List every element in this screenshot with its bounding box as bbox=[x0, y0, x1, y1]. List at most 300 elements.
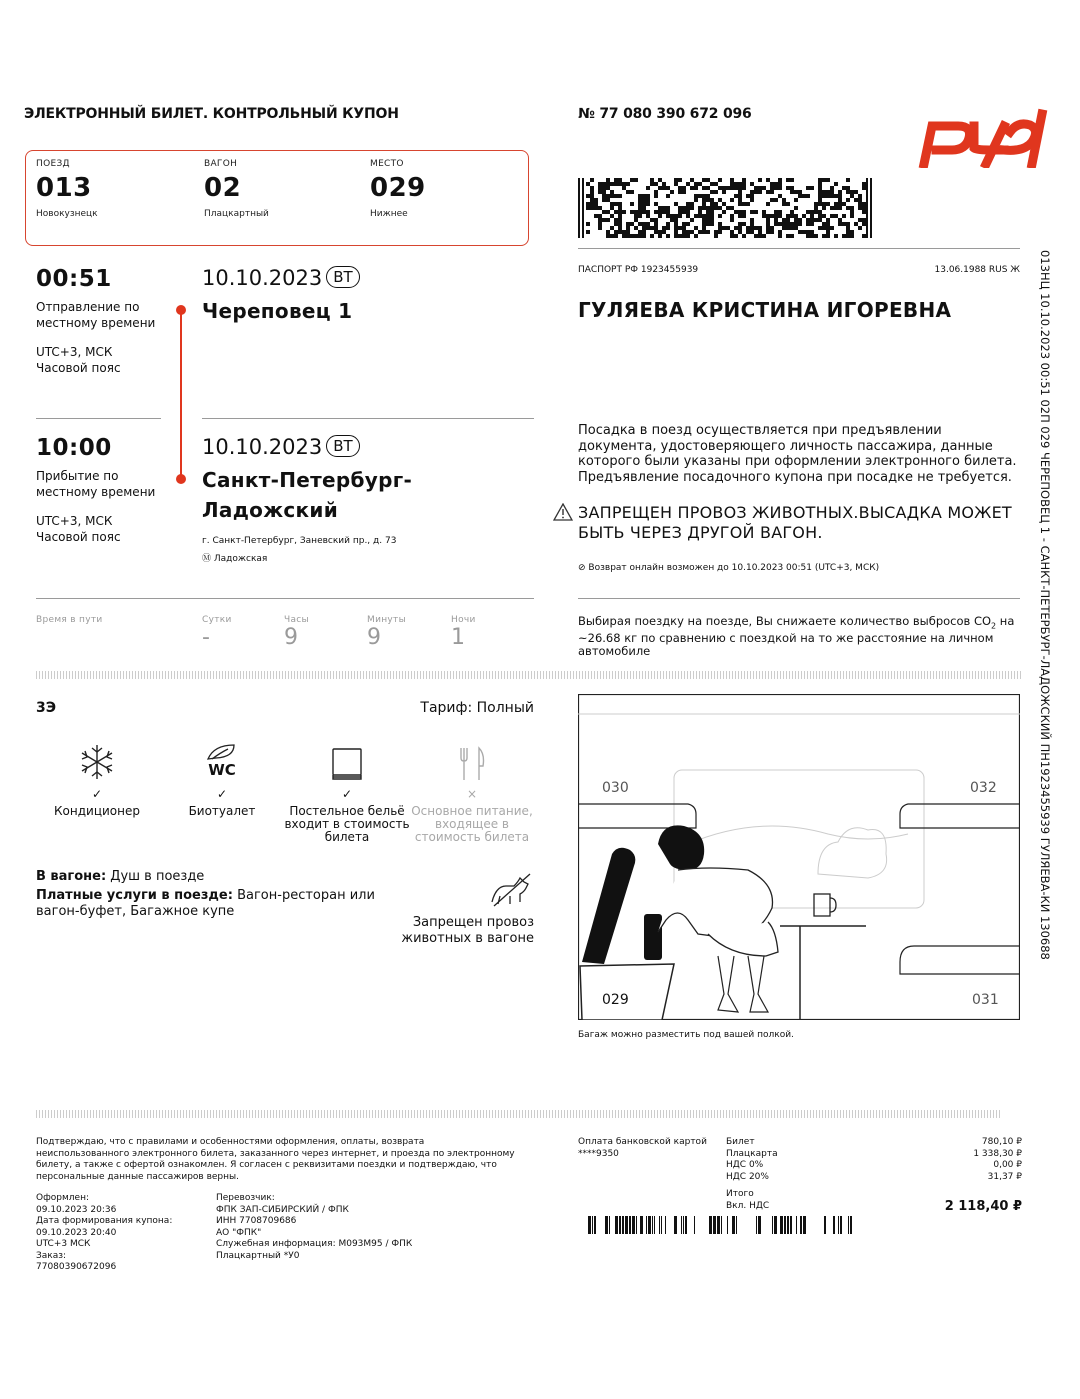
barcode-module bbox=[850, 234, 854, 238]
barcode-module bbox=[678, 226, 682, 230]
barcode-module bbox=[802, 230, 806, 234]
barcode-module bbox=[678, 214, 682, 218]
fare-value: 1 338,30 ₽ bbox=[973, 1148, 1022, 1159]
barcode-module bbox=[826, 190, 830, 194]
barcode-module bbox=[778, 222, 782, 226]
barcode-module bbox=[618, 210, 622, 214]
barcode-module bbox=[702, 214, 706, 218]
passport: ПАСПОРТ РФ 1923455939 bbox=[578, 265, 699, 275]
barcode-module bbox=[790, 190, 794, 194]
barcode-module bbox=[586, 206, 590, 210]
barcode-module bbox=[578, 230, 580, 234]
barcode-module bbox=[638, 194, 642, 198]
barcode-module bbox=[642, 210, 646, 214]
barcode-module bbox=[710, 198, 714, 202]
divider bbox=[36, 418, 161, 419]
barcode-module bbox=[778, 178, 782, 182]
barcode-module bbox=[826, 222, 830, 226]
departure-date: 10.10.2023 bbox=[202, 266, 323, 290]
carrier-name: ФПК ЗАП-СИБИРСКИЙ / ФПК bbox=[216, 1204, 349, 1215]
fare-row bbox=[726, 1172, 1022, 1184]
amenity-meals-label: Основное питание, входящее в стоимость билета bbox=[411, 804, 533, 844]
barcode-module bbox=[850, 190, 854, 194]
barcode-module bbox=[750, 210, 754, 214]
barcode-module bbox=[806, 218, 810, 222]
duration-minutes-label: Минуты bbox=[367, 615, 406, 625]
barcode-module bbox=[786, 178, 790, 182]
barcode-module bbox=[706, 214, 710, 218]
barcode-module bbox=[582, 218, 584, 222]
barcode-module bbox=[786, 218, 790, 222]
barcode-module bbox=[658, 178, 662, 182]
barcode-module bbox=[842, 222, 846, 226]
barcode-module bbox=[650, 182, 654, 186]
barcode-module bbox=[750, 230, 754, 234]
amenity-biotoilet bbox=[157, 740, 287, 818]
barcode-module bbox=[602, 210, 606, 214]
barcode-module bbox=[666, 210, 670, 214]
barcode-bar bbox=[838, 1216, 839, 1234]
barcode-module bbox=[870, 210, 872, 214]
barcode-module bbox=[634, 226, 638, 230]
barcode-module bbox=[826, 234, 830, 238]
arrival-date-row bbox=[202, 435, 360, 459]
in-car-services bbox=[36, 869, 386, 885]
barcode-module bbox=[746, 230, 750, 234]
barcode-module bbox=[766, 222, 770, 226]
barcode-bar bbox=[619, 1216, 621, 1234]
barcode-module bbox=[866, 198, 868, 202]
barcode-module bbox=[698, 214, 702, 218]
barcode-module bbox=[818, 178, 822, 182]
barcode-module bbox=[846, 226, 850, 230]
barcode-module bbox=[806, 234, 810, 238]
dotted-separator bbox=[36, 671, 1022, 679]
amenity-meals-mark: × bbox=[466, 787, 478, 801]
barcode-module bbox=[722, 190, 726, 194]
barcode-module bbox=[726, 186, 730, 190]
barcode-module bbox=[722, 202, 726, 206]
metro-station: Ладожская bbox=[213, 554, 268, 564]
barcode-module bbox=[582, 190, 584, 194]
barcode-module bbox=[782, 202, 786, 206]
barcode-module bbox=[734, 210, 738, 214]
barcode-module bbox=[578, 190, 580, 194]
barcode-module bbox=[706, 218, 710, 222]
barcode-module bbox=[686, 230, 690, 234]
barcode-module bbox=[638, 198, 642, 202]
barcode-bar bbox=[850, 1216, 852, 1234]
barcode-bar bbox=[683, 1216, 684, 1234]
barcode-module bbox=[642, 226, 646, 230]
barcode-module bbox=[862, 218, 866, 222]
barcode-module bbox=[746, 226, 750, 230]
barcode-module bbox=[610, 234, 614, 238]
barcode-module bbox=[822, 222, 826, 226]
barcode-module bbox=[850, 214, 854, 218]
barcode-module bbox=[698, 206, 702, 210]
barcode-module bbox=[686, 222, 690, 226]
barcode-bar bbox=[784, 1216, 786, 1234]
barcode-module bbox=[674, 202, 678, 206]
barcode-bar bbox=[736, 1216, 737, 1234]
barcode-module bbox=[822, 214, 826, 218]
barcode-module bbox=[714, 182, 718, 186]
barcode-module bbox=[662, 230, 666, 234]
barcode-module bbox=[818, 194, 822, 198]
barcode-module bbox=[646, 210, 650, 214]
barcode-module bbox=[826, 218, 830, 222]
barcode-module bbox=[642, 206, 646, 210]
barcode-module bbox=[686, 210, 690, 214]
barcode-module bbox=[666, 194, 670, 198]
barcode-module bbox=[578, 186, 580, 190]
barcode-1d-graphic bbox=[588, 1216, 864, 1242]
barcode-module bbox=[626, 182, 630, 186]
barcode-bar bbox=[840, 1216, 842, 1234]
barcode-module bbox=[654, 202, 658, 206]
barcode-module bbox=[654, 194, 658, 198]
barcode-module bbox=[662, 210, 666, 214]
barcode-module bbox=[654, 226, 658, 230]
barcode-module bbox=[702, 206, 706, 210]
barcode-bar bbox=[727, 1216, 728, 1234]
barcode-module bbox=[838, 218, 842, 222]
duration-nights bbox=[451, 615, 476, 650]
barcode-module bbox=[602, 182, 606, 186]
barcode-module bbox=[686, 182, 690, 186]
barcode-module bbox=[818, 210, 822, 214]
fare-row bbox=[726, 1137, 1022, 1149]
barcode-module bbox=[582, 234, 584, 238]
barcode-module bbox=[830, 214, 834, 218]
barcode-module bbox=[682, 230, 686, 234]
barcode-module bbox=[870, 214, 872, 218]
barcode-module bbox=[630, 222, 634, 226]
barcode-module bbox=[626, 222, 630, 226]
barcode-module bbox=[738, 202, 742, 206]
barcode-bar bbox=[713, 1216, 716, 1234]
barcode-module bbox=[806, 194, 810, 198]
paid-label: Платные услуги в поезде: bbox=[36, 888, 233, 903]
barcode-module bbox=[850, 206, 854, 210]
barcode-module bbox=[734, 194, 738, 198]
departure-time: 00:51 bbox=[36, 266, 112, 292]
departure-time-label: Отправление по местному времени bbox=[36, 300, 156, 330]
barcode-module bbox=[614, 218, 618, 222]
barcode-module bbox=[718, 222, 722, 226]
barcode-module bbox=[718, 226, 722, 230]
barcode-module bbox=[774, 210, 778, 214]
barcode-module bbox=[866, 210, 868, 214]
barcode-module bbox=[794, 222, 798, 226]
total-label: Итого bbox=[726, 1189, 754, 1199]
duration-label: Время в пути bbox=[36, 615, 103, 625]
arrival-date: 10.10.2023 bbox=[202, 435, 323, 459]
barcode-module bbox=[590, 186, 594, 190]
barcode-module bbox=[750, 218, 754, 222]
barcode-module bbox=[718, 178, 722, 182]
barcode-module bbox=[866, 178, 868, 182]
barcode-module bbox=[730, 214, 734, 218]
departure-tz: UTC+3, МСК bbox=[36, 345, 113, 359]
barcode-module bbox=[714, 206, 718, 210]
amenity-bedding bbox=[282, 740, 412, 844]
barcode-module bbox=[798, 190, 802, 194]
barcode-module bbox=[614, 230, 618, 234]
barcode-module bbox=[818, 182, 822, 186]
barcode-2d-graphic bbox=[578, 178, 874, 238]
barcode-module bbox=[770, 230, 774, 234]
barcode-module bbox=[578, 206, 580, 210]
in-car-label: В вагоне: bbox=[36, 869, 107, 884]
barcode-module bbox=[710, 218, 714, 222]
route-dot-departure bbox=[176, 305, 186, 315]
barcode-module bbox=[854, 198, 858, 202]
rzd-logo bbox=[914, 108, 1050, 168]
barcode-module bbox=[730, 178, 734, 182]
barcode-module bbox=[702, 226, 706, 230]
barcode-module bbox=[742, 202, 746, 206]
barcode-module bbox=[670, 214, 674, 218]
barcode-module bbox=[762, 234, 766, 238]
barcode-module bbox=[810, 234, 814, 238]
barcode-module bbox=[870, 230, 872, 234]
seat-type: Нижнее bbox=[370, 209, 408, 219]
barcode-module bbox=[690, 202, 694, 206]
barcode-module bbox=[842, 234, 846, 238]
barcode-module bbox=[682, 222, 686, 226]
barcode-module bbox=[706, 222, 710, 226]
barcode-module bbox=[818, 198, 822, 202]
barcode-module bbox=[714, 190, 718, 194]
barcode-module bbox=[638, 210, 642, 214]
barcode-module bbox=[858, 194, 862, 198]
barcode-module bbox=[630, 210, 634, 214]
barcode-module bbox=[758, 226, 762, 230]
barcode-module bbox=[730, 182, 734, 186]
barcode-module bbox=[774, 198, 778, 202]
barcode-module bbox=[606, 218, 610, 222]
barcode-module bbox=[714, 234, 718, 238]
barcode-bar bbox=[615, 1216, 618, 1234]
barcode-module bbox=[742, 214, 746, 218]
barcode-module bbox=[866, 230, 868, 234]
barcode-module bbox=[590, 206, 594, 210]
barcode-module bbox=[730, 234, 734, 238]
duration-days-label: Сутки bbox=[202, 615, 232, 625]
co2-sub: 2 bbox=[991, 621, 997, 631]
fare-row bbox=[726, 1149, 1022, 1161]
barcode-module bbox=[674, 178, 678, 182]
barcode-module bbox=[658, 206, 662, 210]
barcode-module bbox=[678, 190, 682, 194]
barcode-bar bbox=[796, 1216, 797, 1234]
barcode-module bbox=[710, 190, 714, 194]
barcode-module bbox=[666, 186, 670, 190]
barcode-module bbox=[782, 218, 786, 222]
barcode-module bbox=[834, 206, 838, 210]
barcode-module bbox=[582, 186, 584, 190]
barcode-module bbox=[614, 194, 618, 198]
order-number: 77080390672096 bbox=[36, 1262, 117, 1272]
barcode-module bbox=[754, 190, 758, 194]
barcode-module bbox=[694, 182, 698, 186]
barcode-module bbox=[706, 178, 710, 182]
seat-map-caption: Багаж можно разместить под вашей полкой. bbox=[578, 1030, 794, 1040]
barcode-module bbox=[702, 198, 706, 202]
issued-date: 09.10.2023 20:36 bbox=[36, 1204, 117, 1215]
barcode-module bbox=[690, 178, 694, 182]
fare-value: 0,00 ₽ bbox=[993, 1160, 1022, 1170]
barcode-module bbox=[758, 230, 762, 234]
barcode-module bbox=[866, 234, 868, 238]
barcode-module bbox=[654, 210, 658, 214]
car-type: Плацкартный bbox=[204, 209, 269, 219]
barcode-module bbox=[602, 218, 606, 222]
coupon-tz: UTC+3 МСК bbox=[36, 1239, 91, 1249]
barcode-module bbox=[706, 194, 710, 198]
barcode-module bbox=[810, 210, 814, 214]
co2-text-a: Выбирая поездку на поезде, Вы снижаете количество выбросов CO bbox=[578, 614, 992, 628]
barcode-module bbox=[826, 226, 830, 230]
consent-text: Подтверждаю, что с правилами и особенностями оформления, оплаты, возврата неиспользованного электронного билета, заказанного через интернет, и проезда по электронному билету, а также с офертой ознакомлен. Я согласен с реквизитами поездки и подтверждаю, что персональные данные пассажиров верны. bbox=[36, 1137, 515, 1182]
barcode-module bbox=[658, 186, 662, 190]
barcode-module bbox=[858, 198, 862, 202]
barcode-module bbox=[642, 230, 646, 234]
barcode-module bbox=[586, 202, 590, 206]
dotted-separator bbox=[36, 1110, 1002, 1118]
carrier-label: Перевозчик: bbox=[216, 1193, 275, 1203]
barcode-module bbox=[786, 234, 790, 238]
vertical-coupon-text bbox=[1034, 250, 1054, 970]
co2-note bbox=[578, 615, 1018, 658]
barcode-module bbox=[738, 222, 742, 226]
barcode-module bbox=[666, 206, 670, 210]
barcode-module bbox=[654, 190, 658, 194]
barcode-module bbox=[650, 178, 654, 182]
barcode-module bbox=[630, 234, 634, 238]
barcode-module bbox=[790, 222, 794, 226]
barcode-module bbox=[606, 186, 610, 190]
barcode-module bbox=[642, 194, 646, 198]
barcode-module bbox=[686, 214, 690, 218]
barcode-module bbox=[798, 218, 802, 222]
barcode-module bbox=[650, 226, 654, 230]
barcode-module bbox=[798, 194, 802, 198]
barcode-module bbox=[586, 222, 590, 226]
barcode-module bbox=[774, 182, 778, 186]
barcode-bar bbox=[787, 1216, 789, 1234]
barcode-module bbox=[578, 218, 580, 222]
barcode-module bbox=[838, 190, 842, 194]
barcode-bar bbox=[622, 1216, 624, 1234]
barcode-module bbox=[690, 218, 694, 222]
barcode-module bbox=[682, 186, 686, 190]
barcode-bar bbox=[732, 1216, 735, 1234]
barcode-bar bbox=[640, 1216, 643, 1234]
barcode-module bbox=[594, 214, 598, 218]
barcode-module bbox=[670, 218, 674, 222]
divider bbox=[202, 418, 534, 419]
barcode-module bbox=[814, 234, 818, 238]
seat-number: 029 bbox=[370, 173, 426, 203]
barcode-module bbox=[730, 186, 734, 190]
barcode-module bbox=[858, 218, 862, 222]
barcode-module bbox=[794, 218, 798, 222]
total-row bbox=[726, 1189, 1022, 1212]
barcode-module bbox=[826, 202, 830, 206]
barcode-module bbox=[862, 202, 866, 206]
barcode-module bbox=[614, 178, 618, 182]
barcode-module bbox=[782, 226, 786, 230]
barcode-module bbox=[846, 222, 850, 226]
barcode-module bbox=[646, 214, 650, 218]
barcode-module bbox=[778, 234, 782, 238]
barcode-bar bbox=[665, 1216, 666, 1234]
train-column bbox=[36, 159, 98, 219]
barcode-bar bbox=[803, 1216, 806, 1234]
barcode-module bbox=[606, 230, 610, 234]
carrier-inn: ИНН 7708709686 bbox=[216, 1216, 297, 1226]
barcode-module bbox=[802, 194, 806, 198]
barcode-bar bbox=[629, 1216, 631, 1234]
barcode-module bbox=[766, 178, 770, 182]
barcode-module bbox=[770, 214, 774, 218]
barcode-bar bbox=[646, 1216, 647, 1234]
barcode-module bbox=[842, 202, 846, 206]
barcode-module bbox=[766, 226, 770, 230]
barcode-module bbox=[658, 214, 662, 218]
barcode-module bbox=[798, 222, 802, 226]
barcode-module bbox=[738, 198, 742, 202]
barcode-module bbox=[782, 198, 786, 202]
barcode-module bbox=[702, 218, 706, 222]
barcode-module bbox=[750, 222, 754, 226]
barcode-module bbox=[838, 206, 842, 210]
barcode-module bbox=[690, 230, 694, 234]
refund-row bbox=[578, 563, 879, 573]
barcode-module bbox=[802, 214, 806, 218]
duration-nights-label: Ночи bbox=[451, 615, 476, 625]
barcode-module bbox=[678, 206, 682, 210]
barcode-module bbox=[870, 206, 872, 210]
barcode-module bbox=[830, 194, 834, 198]
barcode-module bbox=[622, 182, 626, 186]
barcode-module bbox=[786, 214, 790, 218]
leaf-wc-icon bbox=[157, 740, 287, 782]
barcode-module bbox=[646, 198, 650, 202]
card-number: ****9350 bbox=[578, 1148, 619, 1159]
barcode-module bbox=[842, 214, 846, 218]
divider bbox=[578, 248, 1020, 249]
barcode-module bbox=[638, 222, 642, 226]
barcode-module bbox=[618, 230, 622, 234]
barcode-module bbox=[734, 234, 738, 238]
barcode-module bbox=[814, 210, 818, 214]
barcode-module bbox=[622, 234, 626, 238]
barcode-module bbox=[658, 234, 662, 238]
barcode-module bbox=[622, 210, 626, 214]
barcode-module bbox=[758, 186, 762, 190]
barcode-bar bbox=[674, 1216, 677, 1234]
tariff: Тариф: Полный bbox=[420, 700, 534, 716]
arrival-station-line1: Санкт-Петербург- bbox=[202, 468, 413, 492]
barcode-module bbox=[702, 178, 706, 182]
barcode-module bbox=[822, 178, 826, 182]
barcode-module bbox=[602, 198, 606, 202]
barcode-bar bbox=[709, 1216, 712, 1234]
